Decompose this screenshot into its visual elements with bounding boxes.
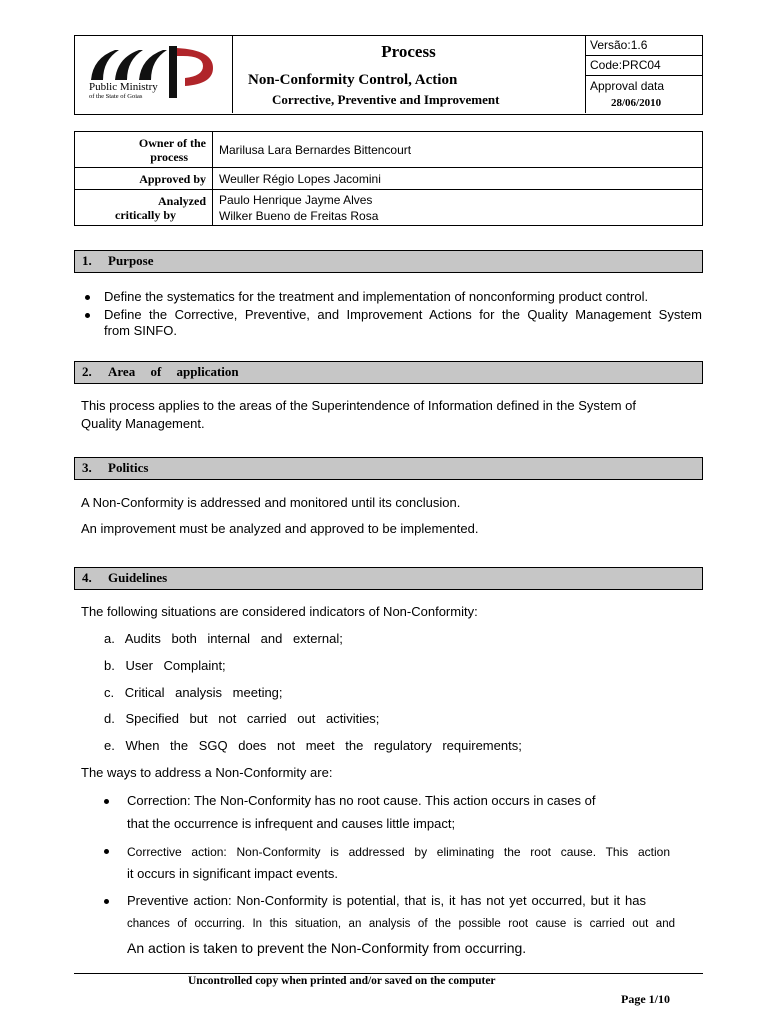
owner-label-line1: Owner of the (138, 135, 206, 150)
list-item (104, 630, 343, 648)
section-3-number: 3. (82, 460, 92, 475)
analyzed-row (75, 190, 703, 226)
approved-value: Weuller Régio Lopes Jacomini (213, 168, 703, 190)
process-label: Process (381, 42, 436, 61)
logo-cell (75, 36, 233, 113)
list-item (104, 710, 379, 728)
list-item-letter: d. (104, 711, 115, 726)
ways-intro: The ways to address a Non-Conformity are: (81, 765, 333, 780)
logo-text-main: Public Ministry (89, 81, 158, 93)
title-cell (232, 36, 586, 113)
list-item-text: Critical analysis meeting; (124, 685, 283, 700)
purpose-bullet-2-line1: Define the Corrective, Preventive, and Improvement Actions for the Quality Management System (104, 307, 702, 322)
area-line-2: Quality Management. (81, 416, 205, 431)
document-title: Non-Conformity Control, Action (248, 72, 458, 88)
analyzed-label-line1: Analyzed (158, 193, 206, 208)
approval-date: 28/06/2010 (611, 97, 662, 109)
list-item-letter: a. (104, 631, 115, 646)
owner-row (75, 132, 703, 168)
preventive-line-3: An action is taken to prevent the Non-Conformity from occurring. (127, 940, 527, 956)
section-4-title: Guidelines (108, 570, 168, 585)
meta-cell (585, 36, 702, 113)
section-2-number: 2. (82, 364, 92, 379)
code-label: Code:PRC04 (585, 56, 702, 76)
section-4-heading (74, 567, 703, 590)
section-1-heading (74, 250, 703, 273)
list-item-text: Audits both internal and external; (124, 631, 343, 646)
list-item-letter: e. (104, 738, 115, 753)
list-item-text: User Complaint; (125, 658, 226, 673)
preventive-line-1: Preventive action: Non-Conformity is potential, that is, it has not yet occurred, but it has (127, 893, 646, 908)
bullet-icon (104, 799, 109, 804)
document-header (74, 35, 703, 115)
list-item (104, 657, 226, 675)
section-4-number: 4. (82, 570, 92, 585)
area-line-1: This process applies to the areas of the Superintendence of Information defined in the System of (81, 398, 636, 413)
list-item-text: Specified but not carried out activities; (125, 711, 380, 726)
section-1-number: 1. (82, 253, 92, 268)
corrective-line-1: Corrective action: Non-Conformity is addressed by eliminating the root cause. This action (127, 845, 670, 859)
section-3-title: Politics (108, 460, 149, 475)
analyzed-value (213, 190, 703, 226)
document-subtitle: Corrective, Preventive and Improvement (272, 92, 500, 107)
correction-line-1: Correction: The Non-Conformity has no root cause. This action occurs in cases of (127, 793, 596, 808)
analyzed-label-line2: critically by (115, 207, 176, 222)
section-1-title: Purpose (108, 253, 154, 268)
corrective-line-2: it occurs in significant impact events. (127, 866, 338, 881)
list-item-letter: b. (104, 658, 115, 673)
logo-text-sub: of the State of Goias (89, 93, 143, 100)
analyzed-value-2: Wilker Bueno de Freitas Rosa (219, 208, 379, 223)
list-item-letter: c. (104, 685, 115, 700)
section-2-heading (74, 361, 703, 384)
section-2-title: Area of application (108, 364, 239, 379)
list-item (104, 684, 283, 702)
purpose-bullet-2-line2: from SINFO. (104, 323, 177, 338)
bullet-icon (85, 295, 90, 300)
version-label: Versão:1.6 (585, 36, 702, 56)
approval-label: Approval data (590, 79, 665, 93)
analyzed-label (75, 190, 213, 226)
owner-value: Marilusa Lara Bernardes Bittencourt (213, 132, 703, 168)
bullet-icon (85, 313, 90, 318)
correction-line-2: that the occurrence is infrequent and causes little impact; (127, 816, 456, 831)
approved-label: Approved by (75, 168, 213, 190)
politics-line-2: An improvement must be analyzed and approved to be implemented. (81, 521, 479, 536)
guidelines-intro: The following situations are considered indicators of Non-Conformity: (81, 604, 478, 619)
bullet-icon (104, 849, 109, 854)
section-3-heading (74, 457, 703, 480)
preventive-line-2: chances of occurring. In this situation, an analysis of the possible root cause is carried out and (127, 918, 675, 930)
footer-note: Uncontrolled copy when printed and/or saved on the computer (188, 975, 496, 987)
politics-line-1: A Non-Conformity is addressed and monitored until its conclusion. (81, 495, 461, 510)
owner-table (74, 131, 703, 226)
page-number: Page 1/10 (621, 992, 670, 1006)
footer-divider (74, 973, 703, 974)
list-item-text: When the SGQ does not meet the regulatory requirements; (125, 738, 522, 753)
purpose-bullet-1: Define the systematics for the treatment and implementation of nonconforming product control. (104, 289, 649, 304)
list-item (104, 737, 522, 755)
owner-label-line2: process (150, 149, 188, 164)
approved-row (75, 168, 703, 190)
bullet-icon (104, 899, 109, 904)
analyzed-value-1: Paulo Henrique Jayme Alves (219, 192, 373, 207)
owner-label (75, 132, 213, 168)
